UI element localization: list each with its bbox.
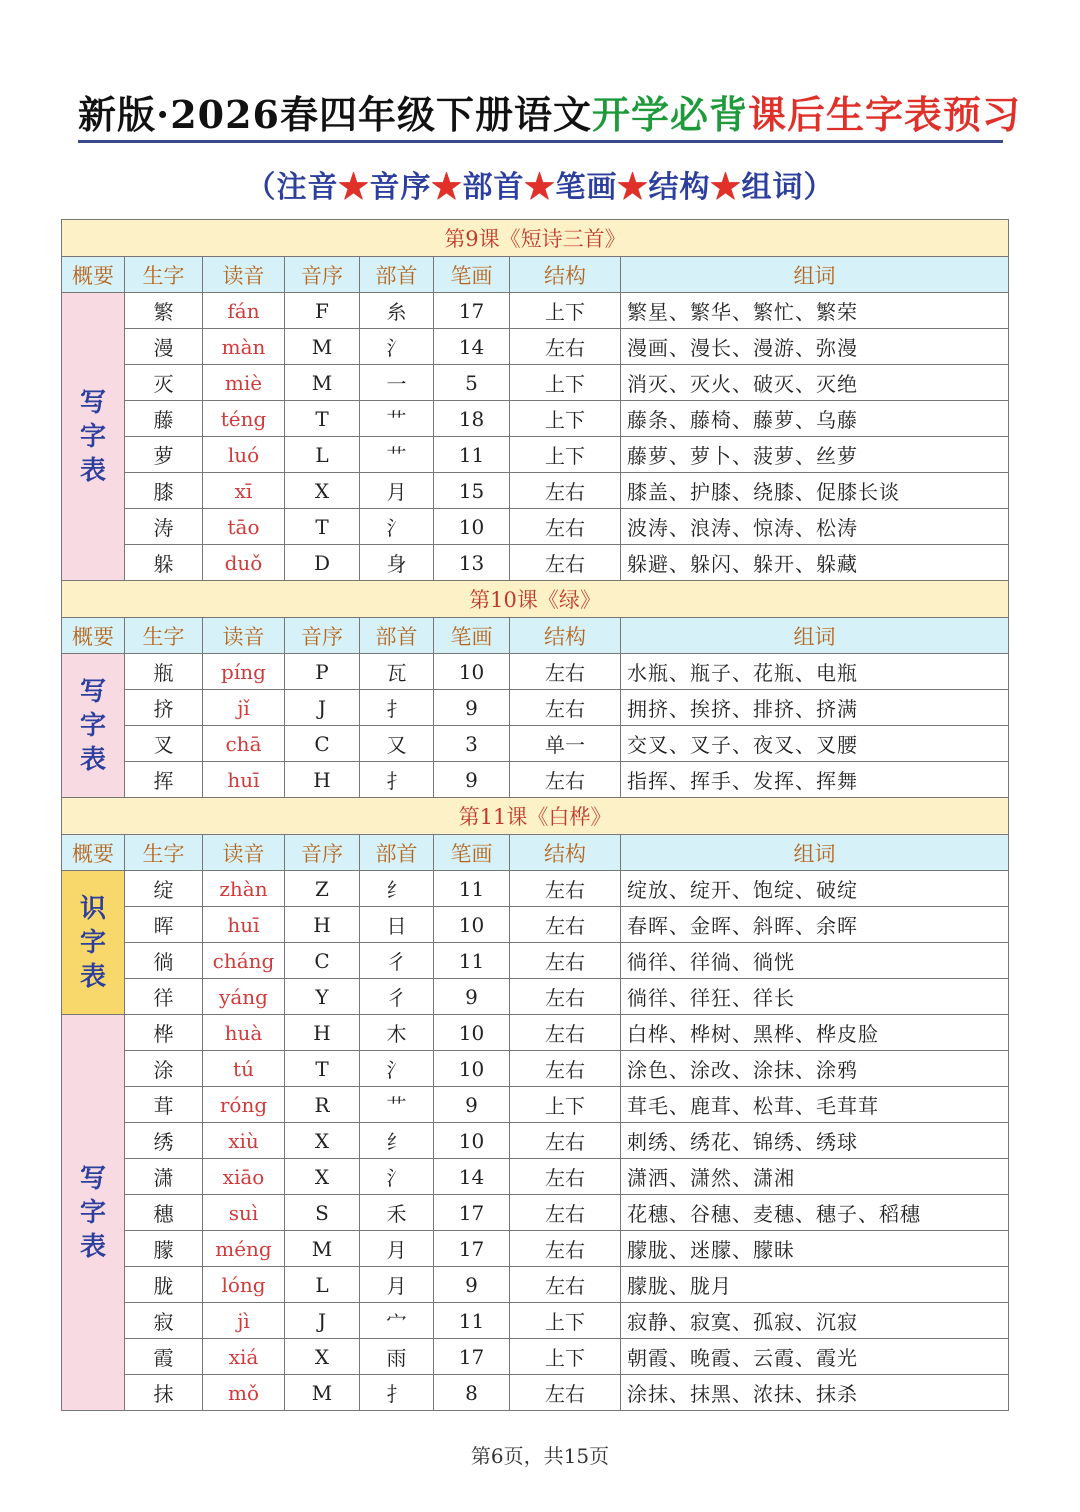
pinyin-cell: tāo [203,509,285,545]
radical-cell: 日 [360,907,434,943]
words-cell: 白桦、桦树、黑桦、桦皮脸 [621,1015,1009,1051]
table-row [62,907,1009,943]
column-header: 部首 [360,618,434,654]
structure-cell: 左右 [510,1267,621,1303]
table-row [62,365,1009,401]
subtitle-item: 组词 [741,170,804,205]
words-cell: 涂色、涂改、涂抹、涂鸦 [621,1051,1009,1087]
character-cell: 膝 [125,473,203,509]
category-char: 字 [79,927,106,958]
radical-cell: 一 [360,365,434,401]
structure-cell: 左右 [510,654,621,690]
words-cell: 朝霞、晚霞、云霞、霞光 [621,1339,1009,1375]
column-header-row [62,618,1009,654]
character-cell: 躲 [125,545,203,581]
structure-cell: 上下 [510,293,621,329]
table-row [62,654,1009,690]
subtitle-item: 部首 [462,170,525,205]
radical-cell: 又 [360,726,434,762]
pinyin-cell: duǒ [203,545,285,581]
structure-cell: 左右 [510,545,621,581]
strokes-cell: 11 [434,1303,510,1339]
table-row [62,1195,1009,1231]
pinyin-cell: miè [203,365,285,401]
column-header: 生字 [125,257,203,293]
radical-cell: 宀 [360,1303,434,1339]
category-label [62,1015,125,1411]
category-char: 表 [79,744,106,775]
character-cell: 徜 [125,943,203,979]
title-part2: 开学必背 [592,92,749,137]
pinyin-cell: xiāo [203,1159,285,1195]
words-cell: 徜徉、徉徜、徜恍 [621,943,1009,979]
character-cell: 朦 [125,1231,203,1267]
pinyin-cell: zhàn [203,871,285,907]
column-header: 概要 [62,618,125,654]
column-header: 生字 [125,618,203,654]
pinyin-cell: tú [203,1051,285,1087]
structure-cell: 左右 [510,907,621,943]
column-header: 笔画 [434,835,510,871]
initial-cell: P [285,654,360,690]
table-row [62,1231,1009,1267]
table-row [62,473,1009,509]
character-cell: 寂 [125,1303,203,1339]
table-row [62,1267,1009,1303]
pinyin-cell: róng [203,1087,285,1123]
structure-cell: 左右 [510,329,621,365]
character-cell: 晖 [125,907,203,943]
structure-cell: 左右 [510,1375,621,1411]
words-cell: 藤萝、萝卜、菠萝、丝萝 [621,437,1009,473]
character-cell: 茸 [125,1087,203,1123]
pinyin-cell: luó [203,437,285,473]
words-cell: 朦胧、胧月 [621,1267,1009,1303]
category-char: 写 [79,1163,106,1194]
structure-cell: 左右 [510,1195,621,1231]
strokes-cell: 10 [434,907,510,943]
table-row [62,509,1009,545]
words-cell: 徜徉、徉狂、徉长 [621,979,1009,1015]
category-char: 表 [79,1231,106,1262]
strokes-cell: 17 [434,293,510,329]
words-cell: 茸毛、鹿茸、松茸、毛茸茸 [621,1087,1009,1123]
pinyin-cell: xiá [203,1339,285,1375]
pinyin-cell: yáng [203,979,285,1015]
radical-cell: 禾 [360,1195,434,1231]
radical-cell: 彳 [360,943,434,979]
pinyin-cell: téng [203,401,285,437]
strokes-cell: 10 [434,654,510,690]
structure-cell: 左右 [510,1015,621,1051]
pinyin-cell: huī [203,762,285,798]
initial-cell: T [285,509,360,545]
radical-cell: 艹 [360,401,434,437]
character-cell: 绣 [125,1123,203,1159]
character-cell: 穗 [125,1195,203,1231]
title-part3: 课后生字表预习 [748,92,1022,137]
strokes-cell: 3 [434,726,510,762]
radical-cell: 氵 [360,329,434,365]
words-cell: 朦胧、迷朦、朦昧 [621,1231,1009,1267]
initial-cell: C [285,726,360,762]
initial-cell: J [285,690,360,726]
pinyin-cell: jǐ [203,690,285,726]
strokes-cell: 17 [434,1231,510,1267]
initial-cell: F [285,293,360,329]
column-header: 概要 [62,835,125,871]
initial-cell: H [285,907,360,943]
strokes-cell: 5 [434,365,510,401]
character-cell: 繁 [125,293,203,329]
character-cell: 漫 [125,329,203,365]
radical-cell: 月 [360,1267,434,1303]
table-row [62,545,1009,581]
column-header: 读音 [203,257,285,293]
radical-cell: 彳 [360,979,434,1015]
pinyin-cell: xī [203,473,285,509]
words-cell: 水瓶、瓶子、花瓶、电瓶 [621,654,1009,690]
category-char: 写 [79,676,106,707]
table-row [62,690,1009,726]
category-char: 表 [79,961,106,992]
pinyin-cell: suì [203,1195,285,1231]
table-row [62,762,1009,798]
table-row [62,726,1009,762]
radical-cell: 氵 [360,1159,434,1195]
category-label [62,654,125,798]
initial-cell: D [285,545,360,581]
strokes-cell: 9 [434,1267,510,1303]
table-row [62,401,1009,437]
words-cell: 指挥、挥手、发挥、挥舞 [621,762,1009,798]
structure-cell: 上下 [510,1339,621,1375]
column-header: 笔画 [434,618,510,654]
radical-cell: 纟 [360,871,434,907]
star-icon: ★ [338,170,370,205]
table-row [62,1051,1009,1087]
words-cell: 波涛、浪涛、惊涛、松涛 [621,509,1009,545]
title-part1: 新版·2026春四年级下册语文 [78,92,592,137]
words-cell: 藤条、藤椅、藤萝、乌藤 [621,401,1009,437]
table-row [62,1159,1009,1195]
initial-cell: Z [285,871,360,907]
initial-cell: T [285,401,360,437]
structure-cell: 上下 [510,1303,621,1339]
initial-cell: H [285,762,360,798]
star-icon: ★ [431,170,463,205]
pinyin-cell: cháng [203,943,285,979]
words-cell: 繁星、繁华、繁忙、繁荣 [621,293,1009,329]
pinyin-cell: huà [203,1015,285,1051]
character-cell: 挥 [125,762,203,798]
strokes-cell: 9 [434,690,510,726]
initial-cell: M [285,365,360,401]
pinyin-cell: mǒ [203,1375,285,1411]
column-header: 读音 [203,618,285,654]
initial-cell: L [285,1267,360,1303]
lesson-title: 第11课《白桦》 [62,798,1009,835]
strokes-cell: 15 [434,473,510,509]
structure-cell: 左右 [510,943,621,979]
subtitle-item: 笔画 [555,170,618,205]
structure-cell: 左右 [510,1231,621,1267]
category-char: 识 [79,893,106,924]
character-cell: 绽 [125,871,203,907]
structure-cell: 上下 [510,401,621,437]
strokes-cell: 17 [434,1195,510,1231]
initial-cell: M [285,329,360,365]
category-char: 字 [79,1197,106,1228]
column-header: 音序 [285,257,360,293]
radical-cell: 木 [360,1015,434,1051]
pinyin-cell: xiù [203,1123,285,1159]
column-header-row [62,835,1009,871]
page-subtitle [0,162,1080,206]
column-header: 结构 [510,835,621,871]
table-row [62,293,1009,329]
character-cell: 瓶 [125,654,203,690]
subtitle-item: 结构 [648,170,711,205]
column-header: 部首 [360,835,434,871]
table-row [62,329,1009,365]
initial-cell: X [285,1123,360,1159]
category-char: 表 [79,455,106,486]
column-header: 笔画 [434,257,510,293]
subtitle-open-paren: （ [245,170,277,205]
radical-cell: 氵 [360,509,434,545]
category-char: 写 [79,387,106,418]
column-header: 组词 [621,257,1009,293]
lesson-title: 第10课《绿》 [62,581,1009,618]
column-header: 音序 [285,835,360,871]
column-header: 组词 [621,618,1009,654]
structure-cell: 左右 [510,1159,621,1195]
page-title [78,92,1022,143]
structure-cell: 上下 [510,365,621,401]
initial-cell: L [285,437,360,473]
column-header: 读音 [203,835,285,871]
words-cell: 膝盖、护膝、绕膝、促膝长谈 [621,473,1009,509]
strokes-cell: 11 [434,943,510,979]
character-cell: 涂 [125,1051,203,1087]
initial-cell: Y [285,979,360,1015]
strokes-cell: 14 [434,329,510,365]
radical-cell: 雨 [360,1339,434,1375]
words-cell: 消灭、灭火、破灭、灭绝 [621,365,1009,401]
words-cell: 漫画、漫长、漫游、弥漫 [621,329,1009,365]
structure-cell: 左右 [510,871,621,907]
initial-cell: M [285,1231,360,1267]
column-header: 结构 [510,618,621,654]
structure-cell: 左右 [510,509,621,545]
strokes-cell: 9 [434,762,510,798]
radical-cell: 月 [360,473,434,509]
pinyin-cell: píng [203,654,285,690]
character-cell: 萝 [125,437,203,473]
star-icon: ★ [617,170,649,205]
pinyin-cell: màn [203,329,285,365]
subtitle-close-paren: ） [803,170,835,205]
strokes-cell: 9 [434,979,510,1015]
character-cell: 霞 [125,1339,203,1375]
words-cell: 寂静、寂寞、孤寂、沉寂 [621,1303,1009,1339]
category-label [62,871,125,1015]
initial-cell: R [285,1087,360,1123]
character-cell: 藤 [125,401,203,437]
radical-cell: 扌 [360,1375,434,1411]
strokes-cell: 18 [434,401,510,437]
initial-cell: X [285,1339,360,1375]
radical-cell: 纟 [360,1123,434,1159]
column-header: 概要 [62,257,125,293]
radical-cell: 月 [360,1231,434,1267]
table-row [62,1339,1009,1375]
pinyin-cell: huī [203,907,285,943]
character-cell: 潇 [125,1159,203,1195]
star-icon: ★ [710,170,742,205]
table-row [62,1015,1009,1051]
radical-cell: 扌 [360,690,434,726]
structure-cell: 左右 [510,690,621,726]
radical-cell: 扌 [360,762,434,798]
radical-cell: 氵 [360,1051,434,1087]
vocabulary-table [61,219,1009,1411]
table-row [62,1123,1009,1159]
strokes-cell: 9 [434,1087,510,1123]
words-cell: 绽放、绽开、饱绽、破绽 [621,871,1009,907]
initial-cell: J [285,1303,360,1339]
strokes-cell: 11 [434,437,510,473]
pinyin-cell: lóng [203,1267,285,1303]
structure-cell: 左右 [510,762,621,798]
character-cell: 抹 [125,1375,203,1411]
words-cell: 花穗、谷穗、麦穗、穗子、稻穗 [621,1195,1009,1231]
category-char: 字 [79,710,106,741]
radical-cell: 糸 [360,293,434,329]
structure-cell: 单一 [510,726,621,762]
initial-cell: C [285,943,360,979]
radical-cell: 身 [360,545,434,581]
pinyin-cell: chā [203,726,285,762]
words-cell: 交叉、叉子、夜叉、叉腰 [621,726,1009,762]
column-header: 生字 [125,835,203,871]
lesson-title: 第9课《短诗三首》 [62,220,1009,257]
radical-cell: 艹 [360,437,434,473]
column-header: 组词 [621,835,1009,871]
words-cell: 潇洒、潇然、潇湘 [621,1159,1009,1195]
initial-cell: X [285,473,360,509]
character-cell: 胧 [125,1267,203,1303]
lesson-title-row [62,798,1009,835]
star-icon: ★ [524,170,556,205]
category-label [62,293,125,581]
strokes-cell: 10 [434,1051,510,1087]
pinyin-cell: méng [203,1231,285,1267]
table-row [62,1087,1009,1123]
structure-cell: 上下 [510,1087,621,1123]
words-cell: 刺绣、绣花、锦绣、绣球 [621,1123,1009,1159]
initial-cell: T [285,1051,360,1087]
lesson-title-row [62,581,1009,618]
initial-cell: S [285,1195,360,1231]
words-cell: 涂抹、抹黑、浓抹、抹杀 [621,1375,1009,1411]
subtitle-item: 注音 [276,170,339,205]
strokes-cell: 17 [434,1339,510,1375]
character-cell: 灭 [125,365,203,401]
strokes-cell: 10 [434,1015,510,1051]
lesson-title-row [62,220,1009,257]
character-cell: 涛 [125,509,203,545]
table-row [62,1375,1009,1411]
strokes-cell: 13 [434,545,510,581]
table-row [62,871,1009,907]
structure-cell: 左右 [510,1051,621,1087]
strokes-cell: 8 [434,1375,510,1411]
table-row [62,1303,1009,1339]
strokes-cell: 10 [434,1123,510,1159]
pinyin-cell: jì [203,1303,285,1339]
column-header: 音序 [285,618,360,654]
words-cell: 躲避、躲闪、躲开、躲藏 [621,545,1009,581]
initial-cell: M [285,1375,360,1411]
structure-cell: 左右 [510,979,621,1015]
radical-cell: 艹 [360,1087,434,1123]
table-row [62,437,1009,473]
table-row [62,979,1009,1015]
column-header-row [62,257,1009,293]
structure-cell: 上下 [510,437,621,473]
subtitle-item: 音序 [369,170,432,205]
page-footer: 第6页，共15页 [470,1444,610,1468]
words-cell: 春晖、金晖、斜晖、余晖 [621,907,1009,943]
initial-cell: X [285,1159,360,1195]
pinyin-cell: fán [203,293,285,329]
category-char: 字 [79,421,106,452]
structure-cell: 左右 [510,1123,621,1159]
character-cell: 挤 [125,690,203,726]
words-cell: 拥挤、挨挤、排挤、挤满 [621,690,1009,726]
strokes-cell: 11 [434,871,510,907]
character-cell: 桦 [125,1015,203,1051]
table-row [62,943,1009,979]
structure-cell: 左右 [510,473,621,509]
column-header: 部首 [360,257,434,293]
character-cell: 叉 [125,726,203,762]
radical-cell: 瓦 [360,654,434,690]
strokes-cell: 10 [434,509,510,545]
strokes-cell: 14 [434,1159,510,1195]
column-header: 结构 [510,257,621,293]
initial-cell: H [285,1015,360,1051]
character-cell: 徉 [125,979,203,1015]
